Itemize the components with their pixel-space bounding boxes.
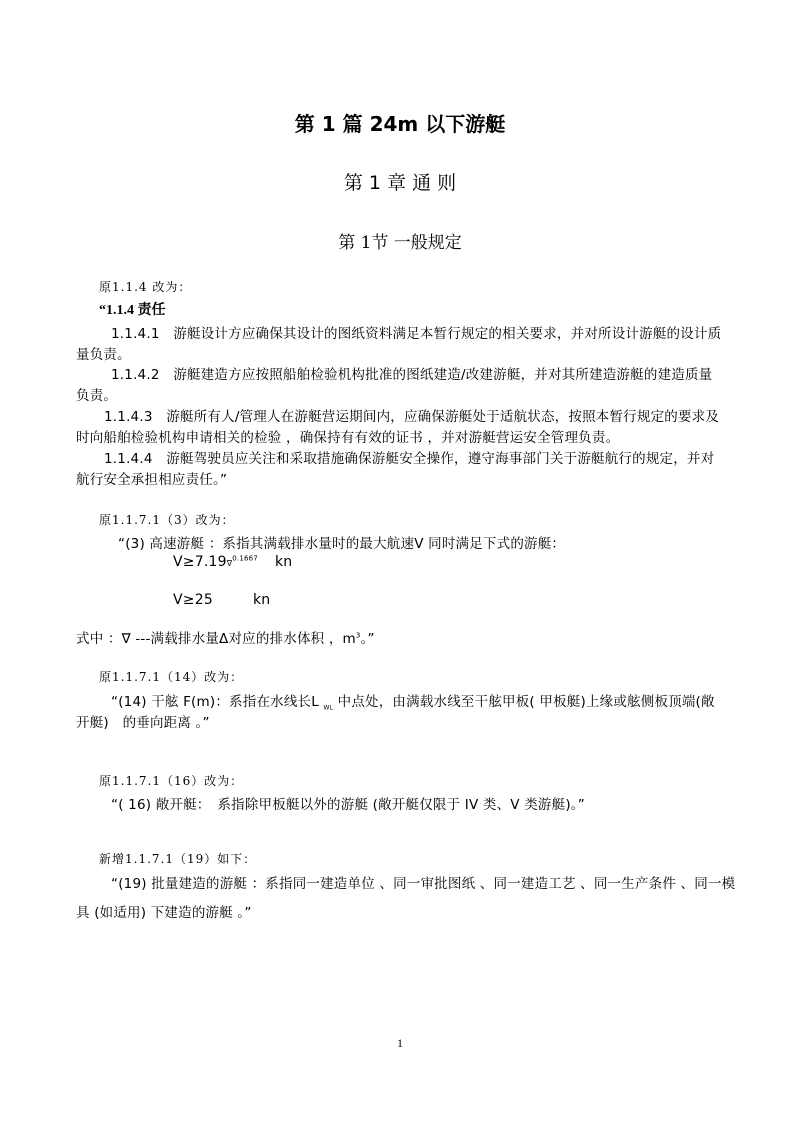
where-end: 。” [360, 631, 375, 647]
def-part: “(14) 干舷 F(m)：系指在水线长L [111, 694, 324, 710]
definition-text: “( 16) 敞开艇： 系指除甲板艇以外的游艇 (敞开艇仅限于 IV 类、V 类游艇)。” [111, 797, 585, 813]
amendment-note: 新增1.1.7.1（19）如下： [99, 852, 257, 866]
clause-text: 1.1.4.1 游艇设计方应确保其设计的图纸资料满足本暂行规定的相关要求，并对所设计游艇的设计质 [111, 326, 722, 342]
where-sup: 3 [355, 631, 361, 640]
part-title: 第 1 篇 24m 以下游艇 [294, 112, 506, 136]
clause-heading: “1.1.4 责任 [99, 303, 166, 318]
definition-text: “(19) 批量建造的游艇 ：系指同一建造单位 、同一审批图纸 、同一建造工艺 、同一生产条件 、同一模 [111, 876, 736, 892]
clause-text: 1.1.4.4 游艇驾驶员应关注和采取措施确保游艇安全操作，遵守海事部门关于游艇航行的规定，并对 [104, 451, 715, 467]
formula-base: V≥25 [173, 592, 213, 608]
clause-text: 时向船舶检验机构申请相关的检验 ，确保持有有效的证书 ，并对游艇营运安全管理负责。 [76, 430, 620, 446]
formula-2 [173, 592, 271, 608]
def-part: 中点处，由满载水线至干舷甲板( 甲板艇)上缘或舷侧板顶端(敞 [333, 694, 715, 710]
amendment-note: 原1.1.7.1（3）改为： [99, 513, 235, 527]
where-main: 式中 ：∇ ---满载排水量Δ对应的排水体积 ，m [76, 631, 356, 647]
section-title: 第 1节 一般规定 [338, 233, 462, 253]
definition-text: 具 (如适用) 下建造的游艇 。” [76, 905, 252, 921]
formula-base: V≥7.19 [173, 554, 227, 570]
clause-text: 1.1.4.3 游艇所有人/管理人在游艇营运期间内，应确保游艇处于适航状态，按照本暂行规定的要求及 [104, 409, 720, 425]
formula-1 [173, 554, 293, 570]
amendment-note: 原1.1.7.1（14）改为： [99, 670, 244, 684]
clause-text: 量负责。 [76, 347, 131, 363]
def-sub: WL [323, 704, 334, 712]
amendment-note: 原1.1.7.1（16）改为： [99, 774, 244, 788]
chapter-title: 第 1 章 通 则 [343, 172, 457, 194]
clause-text: 1.1.4.2 游艇建造方应按照船舶检验机构批准的图纸建造/改建游艇，并对其所建造游艇的建造质量 [111, 367, 713, 383]
clause-text: 航行安全承担相应责任。” [76, 472, 228, 488]
amendment-note: 原1.1.4 改为： [99, 280, 192, 294]
where-text [76, 627, 375, 647]
definition-text: “(3) 高速游艇 ：系指其满载排水量时的最大航速V 同时满足下式的游艇： [118, 536, 566, 552]
formula-exponent: 0.1667 [232, 554, 258, 563]
page-number: 1 [397, 1036, 403, 1050]
formula-unit: kn [253, 592, 271, 608]
nabla-symbol: ∇ [226, 559, 233, 568]
formula-unit: kn [275, 554, 293, 570]
definition-text: 开艇) 的垂向距离 。” [76, 715, 210, 731]
clause-text: 负责。 [76, 388, 118, 404]
definition-text [111, 690, 715, 712]
